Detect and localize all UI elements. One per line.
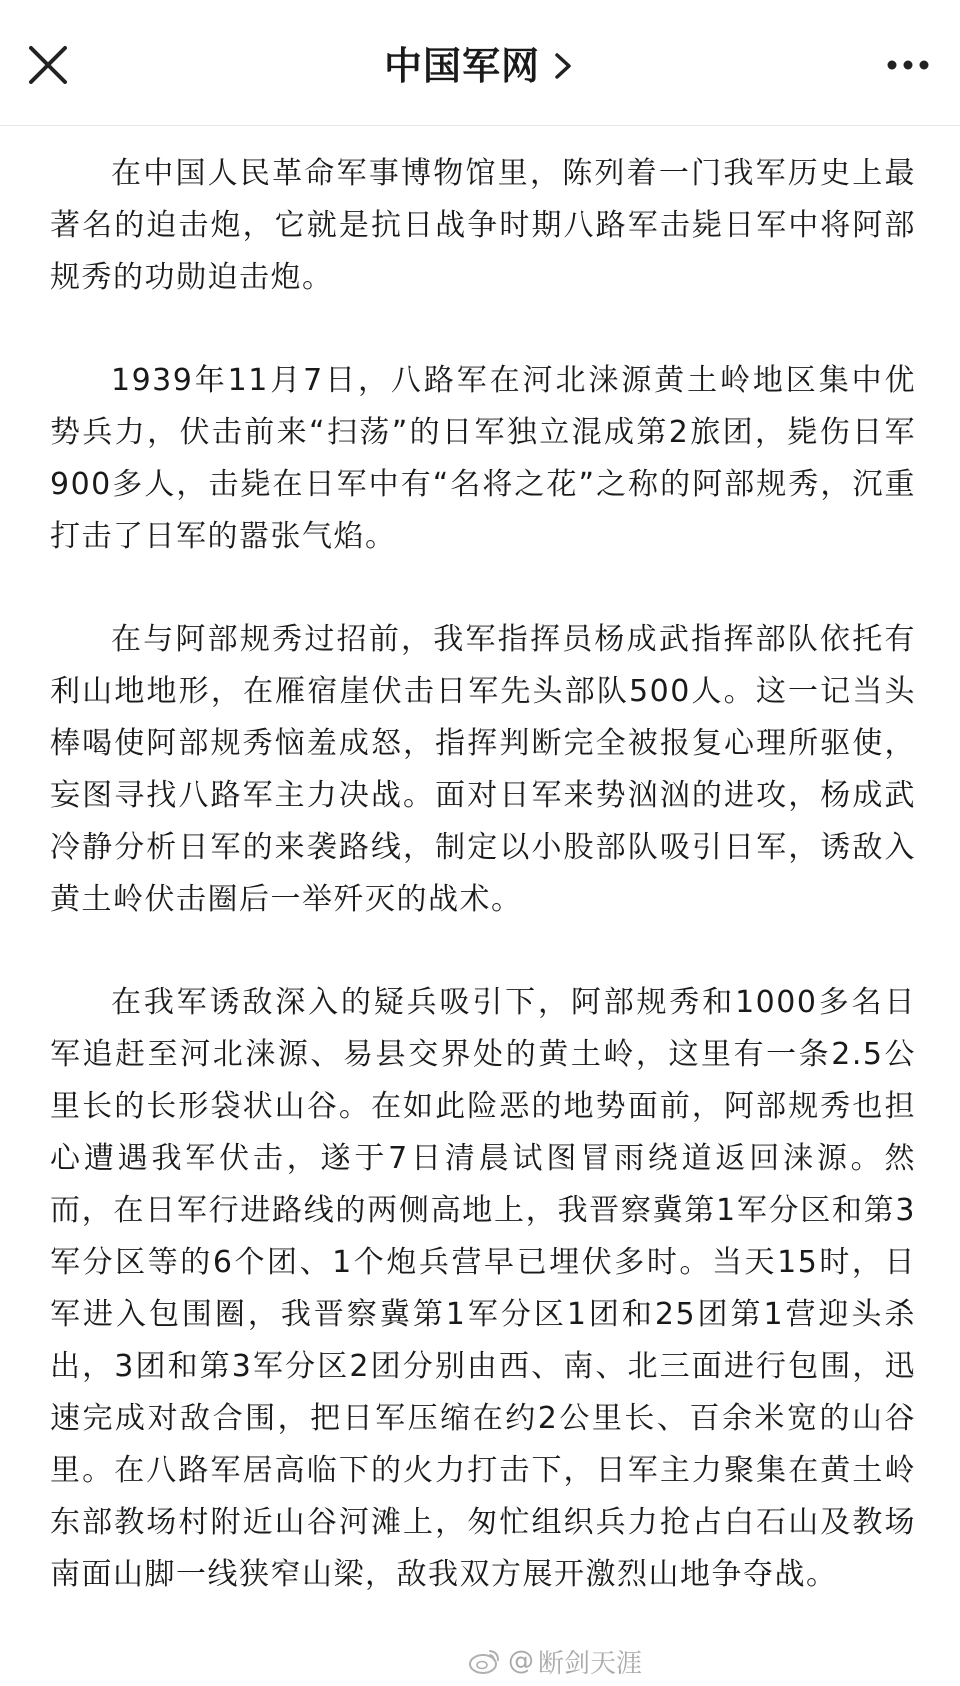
article-paragraph: 1939年11月7日，八路军在河北涞源黄土岭地区集中优势兵力，伏击前来“扫荡”的日军独立混成第2旅团，毙伤日军900多人，击毙在日军中有“名将之花”之称的阿部规秀，沉重打击了日军的嚣张气焰。	[50, 363, 916, 554]
article-paragraph: 在我军诱敌深入的疑兵吸引下，阿部规秀和1000多名日军追赶至河北涞源、易县交界处的黄土岭，这里有一条2.5公里长的长形袋状山谷。在如此险恶的地势面前，阿部规秀也担心遭遇我军伏击，遂于7日清晨试图冒雨绕道返回涞源。然而，在日军行进路线的两侧高地上，我晋察冀第1军分区和第3军分区等的6个团、1个炮兵营早已埋伏多时。当天15时，日军进入包围圈，我晋察冀第1军分区1团和25团第1营迎头杀出，3团和第3军分区2团分别由西、南、北三面进行包围，迅速完成对敌合围，把日军压缩在约2公里长、百余米宽的山谷里。在八路军居高临下的火力打击下，日军主力聚集在黄土岭东部教场村附近山谷河滩上，匆忙组织兵力抢占白石山及教场南面山脚一线狭窄山梁，敌我双方展开激烈山地争夺战。	[50, 985, 916, 1592]
article-paragraph: 在与阿部规秀过招前，我军指挥员杨成武指挥部队依托有利山地地形，在雁宿崖伏击日军先头部队500人。这一记当头棒喝使阿部规秀恼羞成怒，指挥判断完全被报复心理所驱使，妄图寻找八路军主力决战。面对日军来势汹汹的进攻，杨成武冷静分析日军的来袭路线，制定以小股部队吸引日军，诱敌入黄土岭伏击圈后一举歼灭的战术。	[50, 622, 916, 917]
watermark-author: 断剑天涯	[537, 1648, 642, 1679]
more-dots-icon	[884, 50, 932, 80]
top-navigation-bar	[0, 0, 960, 126]
weibo-logo-icon	[468, 1647, 502, 1675]
article-paragraph: 在中国人民革命军事博物馆里，陈列着一门我军历史上最著名的迫击炮，它就是抗日战争时期八路军击毙日军中将阿部规秀的功勋迫击炮。	[50, 156, 916, 295]
page-title: 中国军网	[383, 44, 540, 88]
more-options-button[interactable]	[884, 50, 932, 80]
account-title-link[interactable]	[0, 42, 960, 90]
watermark-at: @	[507, 1646, 534, 1676]
article-body	[50, 148, 916, 1652]
chevron-right-icon	[550, 51, 576, 81]
weibo-watermark	[468, 1643, 642, 1679]
